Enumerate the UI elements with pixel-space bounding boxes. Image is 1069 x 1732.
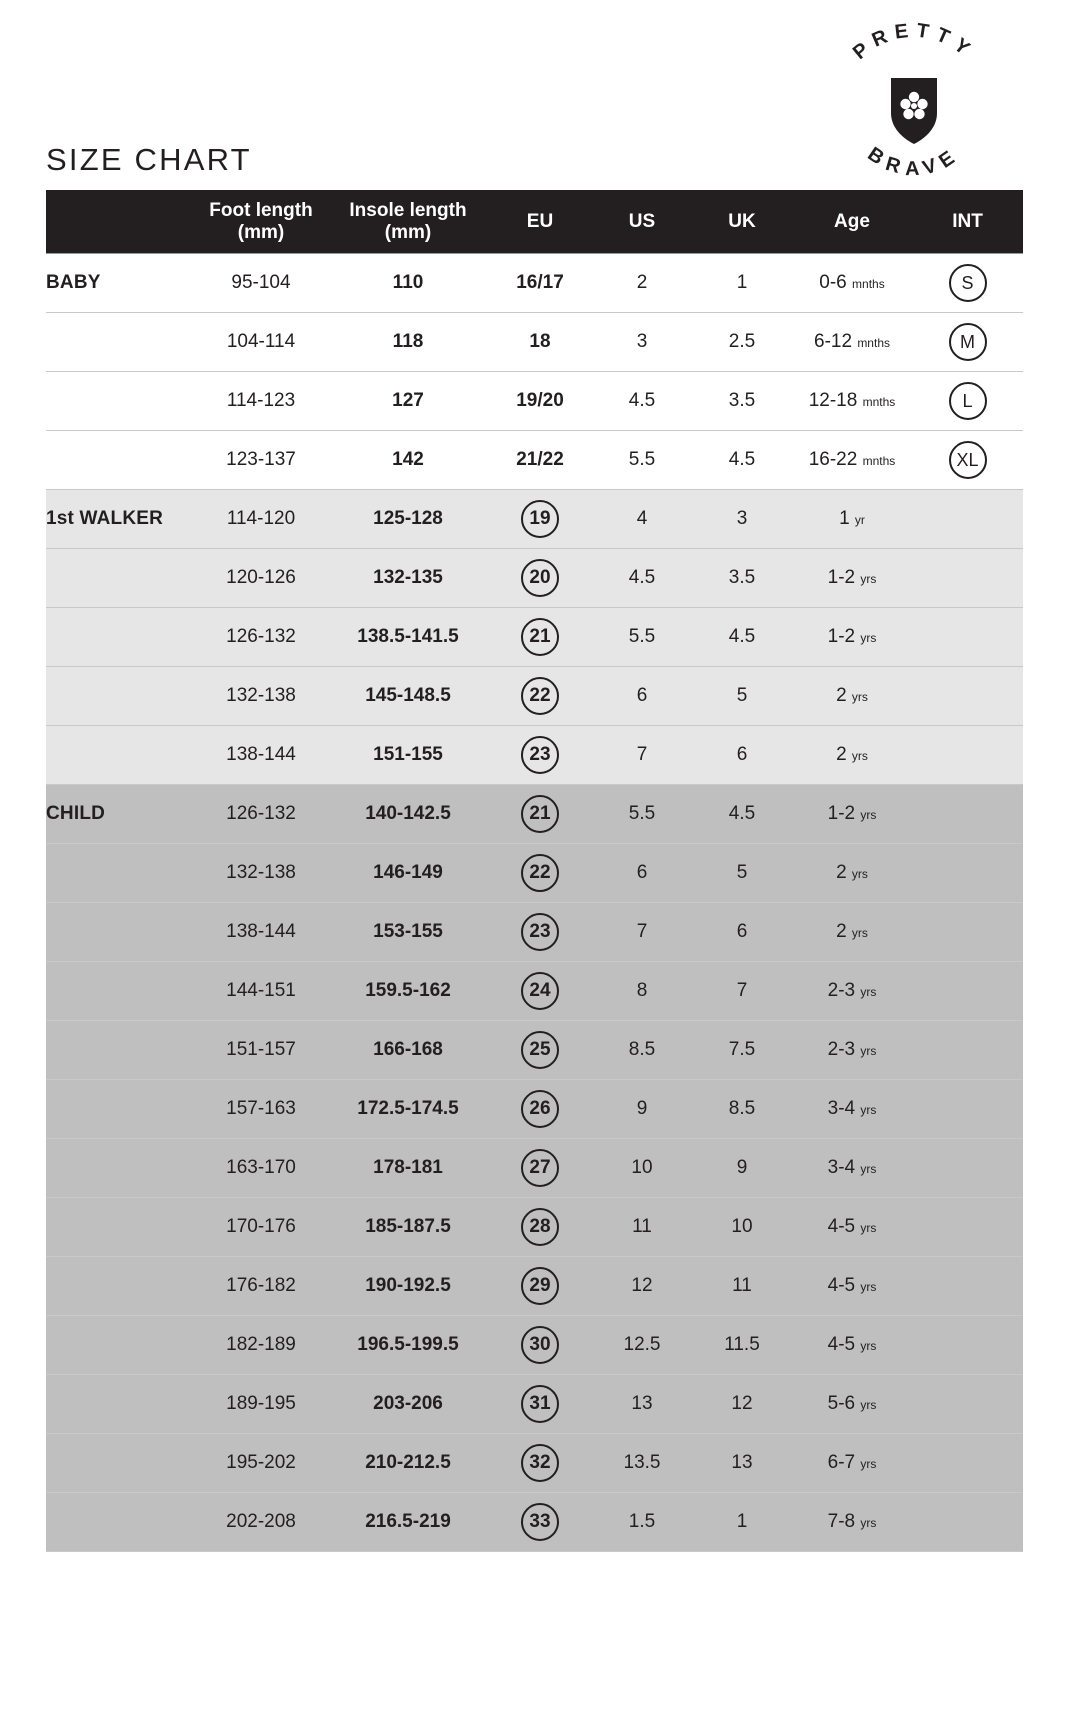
row-insole-length: 118 [328,313,488,372]
row-insole-length: 216.5-219 [328,1493,488,1552]
row-uk-size: 9 [692,1139,792,1198]
row-group-label [46,431,194,490]
header-row [46,190,1023,254]
row-insole-length: 146-149 [328,844,488,903]
eu-size-badge: 29 [521,1267,559,1305]
row-us-size: 13 [592,1375,692,1434]
row-group-label [46,844,194,903]
row-us-size: 7 [592,903,692,962]
row-int-size [912,726,1023,785]
row-uk-size: 7 [692,962,792,1021]
row-us-size: 8 [592,962,692,1021]
row-int-size [912,1316,1023,1375]
row-uk-size: 3.5 [692,372,792,431]
row-group-label: BABY [46,254,194,313]
row-eu-size [488,1198,592,1257]
row-uk-size: 2.5 [692,313,792,372]
row-int-size [912,1375,1023,1434]
row-eu-size [488,1493,592,1552]
row-us-size: 10 [592,1139,692,1198]
row-insole-length: 140-142.5 [328,785,488,844]
row-us-size: 11 [592,1198,692,1257]
row-group-label [46,962,194,1021]
row-foot-length: 104-114 [194,313,328,372]
row-foot-length: 138-144 [194,903,328,962]
row-age: 16-22 mnths [792,431,912,490]
eu-size-badge: 25 [521,1031,559,1069]
row-us-size: 7 [592,726,692,785]
row-int-size [912,431,1023,490]
int-size-badge: XL [949,441,987,479]
header-eu: EU [526,210,554,232]
row-uk-size: 1 [692,254,792,313]
eu-size-badge: 33 [521,1503,559,1541]
row-age: 6-12 mnths [792,313,912,372]
row-int-size [912,608,1023,667]
row-us-size: 5.5 [592,785,692,844]
row-foot-length: 126-132 [194,785,328,844]
table-row [46,785,1023,844]
row-group-label [46,1139,194,1198]
row-uk-size: 4.5 [692,785,792,844]
header-us: US [628,210,656,232]
row-foot-length: 144-151 [194,962,328,1021]
row-int-size [912,785,1023,844]
row-age: 3-4 yrs [792,1080,912,1139]
row-int-size [912,372,1023,431]
row-int-size [912,1198,1023,1257]
table-row [46,1080,1023,1139]
row-eu-size [488,1021,592,1080]
row-insole-length: 178-181 [328,1139,488,1198]
row-uk-size: 3.5 [692,549,792,608]
table-row [46,372,1023,431]
row-int-size [912,667,1023,726]
row-eu-size [488,549,592,608]
row-age: 2-3 yrs [792,962,912,1021]
eu-size-badge: 22 [521,854,559,892]
row-age: 2 yrs [792,667,912,726]
table-row [46,1198,1023,1257]
row-uk-size: 11.5 [692,1316,792,1375]
row-eu-size [488,903,592,962]
row-group-label [46,549,194,608]
row-foot-length: 182-189 [194,1316,328,1375]
row-foot-length: 132-138 [194,844,328,903]
row-us-size: 12 [592,1257,692,1316]
header-insole-length [328,190,488,254]
row-group-label: CHILD [46,785,194,844]
row-insole-length: 153-155 [328,903,488,962]
row-us-size: 4 [592,490,692,549]
row-us-size: 1.5 [592,1493,692,1552]
table-row [46,549,1023,608]
row-uk-size: 7.5 [692,1021,792,1080]
row-int-size [912,844,1023,903]
int-size-badge: M [949,323,987,361]
row-group-label [46,903,194,962]
row-insole-length: 151-155 [328,726,488,785]
eu-size-badge: 21 [521,618,559,656]
table-row [46,903,1023,962]
header-int: INT [952,210,983,232]
eu-size-badge: 24 [521,972,559,1010]
row-eu-size: 19/20 [488,372,592,431]
row-insole-length: 127 [328,372,488,431]
row-foot-length: 176-182 [194,1257,328,1316]
row-group-label [46,1198,194,1257]
row-eu-size [488,726,592,785]
row-insole-length: 110 [328,254,488,313]
row-insole-length: 166-168 [328,1021,488,1080]
row-uk-size: 8.5 [692,1080,792,1139]
row-age: 3-4 yrs [792,1139,912,1198]
row-foot-length: 95-104 [194,254,328,313]
eu-size-badge: 21 [521,795,559,833]
row-foot-length: 123-137 [194,431,328,490]
row-uk-size: 12 [692,1375,792,1434]
row-eu-size [488,667,592,726]
row-group-label [46,726,194,785]
eu-size-badge: 23 [521,913,559,951]
row-int-size [912,549,1023,608]
row-age: 2 yrs [792,903,912,962]
row-foot-length: 189-195 [194,1375,328,1434]
row-eu-size [488,1434,592,1493]
row-eu-size [488,490,592,549]
row-age: 4-5 yrs [792,1316,912,1375]
row-us-size: 4.5 [592,372,692,431]
eu-size-badge: 20 [521,559,559,597]
svg-text:PRETTY: PRETTY [848,19,980,65]
row-int-size [912,962,1023,1021]
table-row [46,1434,1023,1493]
row-foot-length: 114-120 [194,490,328,549]
row-foot-length: 126-132 [194,608,328,667]
row-us-size: 9 [592,1080,692,1139]
row-us-size: 5.5 [592,608,692,667]
table-row [46,1021,1023,1080]
eu-size-badge: 27 [521,1149,559,1187]
row-insole-length: 185-187.5 [328,1198,488,1257]
page-title: SIZE CHART [46,142,252,177]
table-row [46,1316,1023,1375]
eu-size-badge: 32 [521,1444,559,1482]
table-row [46,962,1023,1021]
row-insole-length: 159.5-162 [328,962,488,1021]
row-us-size: 12.5 [592,1316,692,1375]
row-foot-length: 170-176 [194,1198,328,1257]
row-foot-length: 163-170 [194,1139,328,1198]
row-foot-length: 114-123 [194,372,328,431]
row-age: 2 yrs [792,844,912,903]
header-group [46,190,194,254]
row-eu-size [488,1139,592,1198]
row-eu-size [488,785,592,844]
row-age: 2 yrs [792,726,912,785]
row-int-size [912,1434,1023,1493]
row-group-label [46,1021,194,1080]
eu-size-badge: 23 [521,736,559,774]
row-uk-size: 4.5 [692,608,792,667]
row-insole-length: 210-212.5 [328,1434,488,1493]
row-uk-size: 6 [692,726,792,785]
header-insole-length-line1: Insole length [349,200,467,222]
table-row [46,490,1023,549]
table-row [46,1375,1023,1434]
eu-size-badge: 19 [521,500,559,538]
row-eu-size [488,1316,592,1375]
brand-logo [819,18,1009,178]
row-group-label [46,667,194,726]
row-group-label: 1st WALKER [46,490,194,549]
row-foot-length: 120-126 [194,549,328,608]
row-us-size: 5.5 [592,431,692,490]
table-row [46,254,1023,313]
row-int-size [912,1493,1023,1552]
header-foot-length-line2: (mm) [237,221,285,243]
row-insole-length: 196.5-199.5 [328,1316,488,1375]
row-eu-size [488,608,592,667]
row-age: 7-8 yrs [792,1493,912,1552]
table-row [46,431,1023,490]
row-int-size [912,903,1023,962]
row-int-size [912,490,1023,549]
row-age: 1-2 yrs [792,785,912,844]
row-insole-length: 142 [328,431,488,490]
row-us-size: 2 [592,254,692,313]
row-uk-size: 10 [692,1198,792,1257]
row-group-label [46,1493,194,1552]
row-us-size: 6 [592,844,692,903]
eu-size-badge: 22 [521,677,559,715]
eu-size-badge: 26 [521,1090,559,1128]
row-age: 6-7 yrs [792,1434,912,1493]
row-foot-length: 132-138 [194,667,328,726]
row-group-label [46,313,194,372]
row-eu-size [488,1257,592,1316]
size-chart-table [46,190,1023,1552]
row-insole-length: 132-135 [328,549,488,608]
row-eu-size [488,844,592,903]
row-uk-size: 11 [692,1257,792,1316]
row-foot-length: 151-157 [194,1021,328,1080]
row-age: 1-2 yrs [792,608,912,667]
row-group-label [46,1434,194,1493]
row-foot-length: 202-208 [194,1493,328,1552]
row-group-label [46,372,194,431]
table-row [46,313,1023,372]
header-foot-length [194,190,328,254]
row-age: 4-5 yrs [792,1198,912,1257]
row-uk-size: 3 [692,490,792,549]
int-size-badge: L [949,382,987,420]
row-insole-length: 172.5-174.5 [328,1080,488,1139]
row-insole-length: 145-148.5 [328,667,488,726]
row-age: 12-18 mnths [792,372,912,431]
eu-size-badge: 31 [521,1385,559,1423]
row-age: 2-3 yrs [792,1021,912,1080]
table-row [46,1257,1023,1316]
row-us-size: 6 [592,667,692,726]
table-row [46,726,1023,785]
row-int-size [912,1257,1023,1316]
row-group-label [46,1375,194,1434]
shield-flower-icon [891,78,937,144]
header-uk: UK [728,210,756,232]
row-group-label [46,1080,194,1139]
table-row [46,1493,1023,1552]
row-group-label [46,608,194,667]
eu-size-badge: 30 [521,1326,559,1364]
row-eu-size [488,1080,592,1139]
table-row [46,608,1023,667]
header-foot-length-line1: Foot length [209,200,313,222]
table-header [46,190,1023,254]
row-insole-length: 138.5-141.5 [328,608,488,667]
row-uk-size: 1 [692,1493,792,1552]
header-age: Age [834,210,870,232]
row-us-size: 13.5 [592,1434,692,1493]
row-uk-size: 4.5 [692,431,792,490]
row-int-size [912,1080,1023,1139]
row-insole-length: 190-192.5 [328,1257,488,1316]
table-body [46,254,1023,1552]
eu-size-badge: 28 [521,1208,559,1246]
row-group-label [46,1257,194,1316]
row-eu-size: 18 [488,313,592,372]
row-eu-size: 16/17 [488,254,592,313]
row-foot-length: 138-144 [194,726,328,785]
row-us-size: 3 [592,313,692,372]
row-insole-length: 203-206 [328,1375,488,1434]
row-eu-size: 21/22 [488,431,592,490]
row-age: 1-2 yrs [792,549,912,608]
row-uk-size: 13 [692,1434,792,1493]
row-int-size [912,254,1023,313]
svg-text:BRAVE: BRAVE [863,143,965,178]
table-row [46,1139,1023,1198]
int-size-badge: S [949,264,987,302]
row-age: 0-6 mnths [792,254,912,313]
row-uk-size: 5 [692,844,792,903]
row-foot-length: 195-202 [194,1434,328,1493]
row-foot-length: 157-163 [194,1080,328,1139]
row-age: 4-5 yrs [792,1257,912,1316]
table-row [46,844,1023,903]
header-insole-length-line2: (mm) [384,221,432,243]
row-group-label [46,1316,194,1375]
row-age: 5-6 yrs [792,1375,912,1434]
row-age: 1 yr [792,490,912,549]
row-insole-length: 125-128 [328,490,488,549]
row-uk-size: 5 [692,667,792,726]
row-uk-size: 6 [692,903,792,962]
row-int-size [912,1021,1023,1080]
row-int-size [912,1139,1023,1198]
table-row [46,667,1023,726]
row-eu-size [488,1375,592,1434]
row-us-size: 8.5 [592,1021,692,1080]
row-int-size [912,313,1023,372]
row-us-size: 4.5 [592,549,692,608]
row-eu-size [488,962,592,1021]
